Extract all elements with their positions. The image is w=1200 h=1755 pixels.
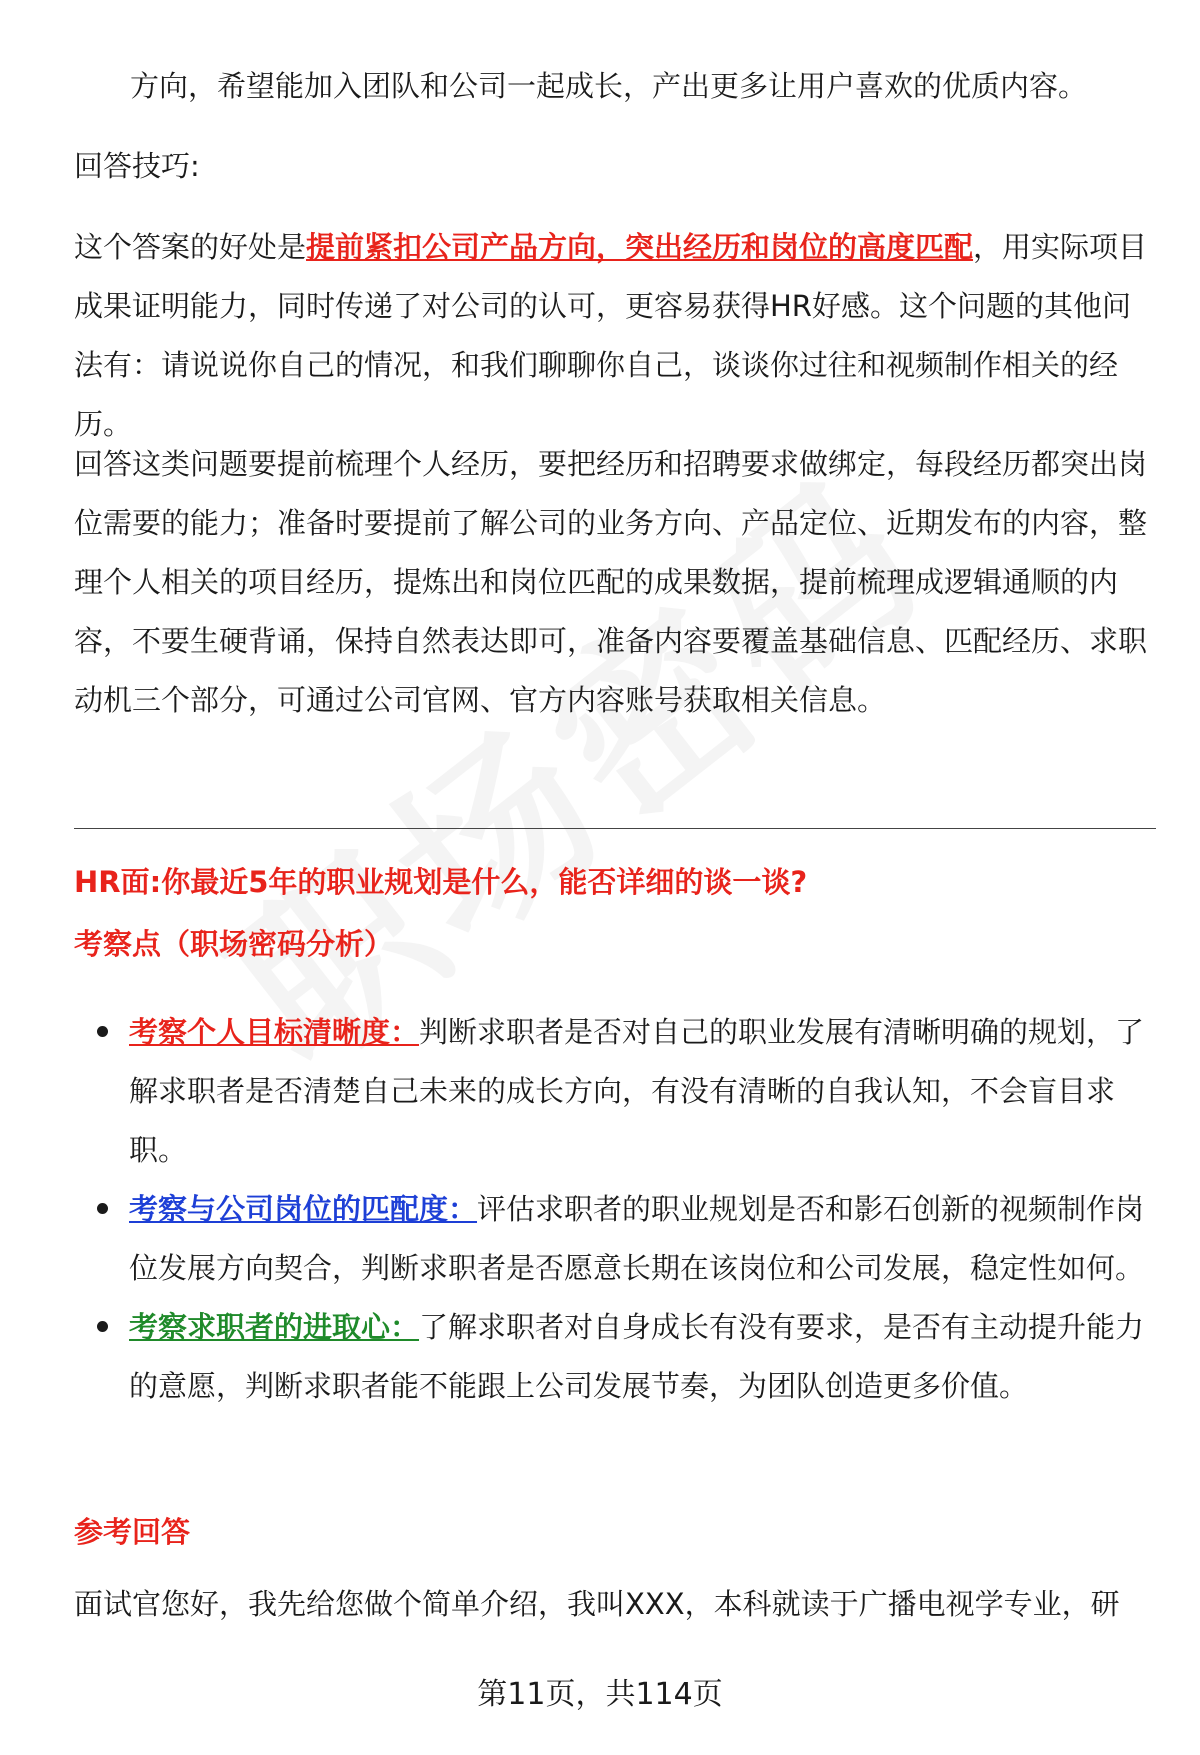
page-number-footer: 第11页，共114页 <box>477 1677 723 1712</box>
bullet-text: 评估求职者的职业规划是否和影石创新的视频制作岗位发展方向契合，判断求职者是否愿意长期在该岗位和公司发展，稳定性如何。 <box>129 1192 1145 1285</box>
bullet-title: 考察个人目标清晰度： <box>129 1015 420 1049</box>
bullet-item <box>74 1180 1156 1298</box>
bullet-dot-icon <box>97 1026 108 1037</box>
bullet-title: 考察与公司岗位的匹配度： <box>129 1192 478 1226</box>
bullet-dot-icon <box>97 1321 108 1332</box>
bullet-item <box>74 1003 1156 1180</box>
analysis-bullet-list <box>74 1003 1156 1416</box>
bullet-dot-icon <box>97 1203 108 1214</box>
tips-paragraph-2: 回答这类问题要提前梳理个人经历，要把经历和招聘要求做绑定，每段经历都突出岗位需要的能力；准备时要提前了解公司的业务方向、产品定位、近期发布的内容，整理个人相关的项目经历，提炼出和岗位匹配的成果数据，提前梳理成逻辑通顺的内容，不要生硬背诵，保持自然表达即可，准备内容要覆盖基础信息、匹配经历、求职动机三个部分，可通过公司官网、官方内容账号获取相关信息。 <box>74 447 1148 717</box>
bullet-text: 了解求职者对自身成长有没有要求，是否有主动提升能力的意愿，判断求职者能不能跟上公司发展节奏，为团队创造更多价值。 <box>129 1310 1145 1403</box>
intro-line: 方向，希望能加入团队和公司一起成长，产出更多让用户喜欢的优质内容。 <box>130 69 1088 103</box>
tips-paragraph-1 <box>74 218 1156 454</box>
tips-label: 回答技巧: <box>74 149 200 183</box>
reference-answer-heading: 参考回答 <box>74 1515 191 1549</box>
answer-start: 面试官您好，我先给您做个简单介绍，我叫XXX，本科就读于广播电视学专业，研 <box>74 1587 1120 1621</box>
tips-p1-pre: 这个答案的好处是 <box>74 230 307 264</box>
tips-p1-post: ，用实际项目成果证明能力，同时传递了对公司的认可，更容易获得HR好感。这个问题的其他问法有：请说说你自己的情况，和我们聊聊你自己，谈谈你过往和视频制作相关的经历。 <box>74 230 1148 441</box>
tips-p1-highlight: 提前紧扣公司产品方向，突出经历和岗位的高度匹配 <box>306 230 974 264</box>
bullet-item <box>74 1298 1156 1416</box>
bullet-title: 考察求职者的进取心： <box>129 1310 420 1344</box>
question-heading: HR面:你最近5年的职业规划是什么，能否详细的谈一谈? <box>74 865 808 899</box>
bullet-text: 判断求职者是否对自己的职业发展有清晰明确的规划，了解求职者是否清楚自己未来的成长方向，有没有清晰的自我认知，不会盲目求职。 <box>129 1015 1145 1167</box>
section-divider <box>74 828 1156 829</box>
analysis-heading: 考察点（职场密码分析） <box>74 927 394 961</box>
